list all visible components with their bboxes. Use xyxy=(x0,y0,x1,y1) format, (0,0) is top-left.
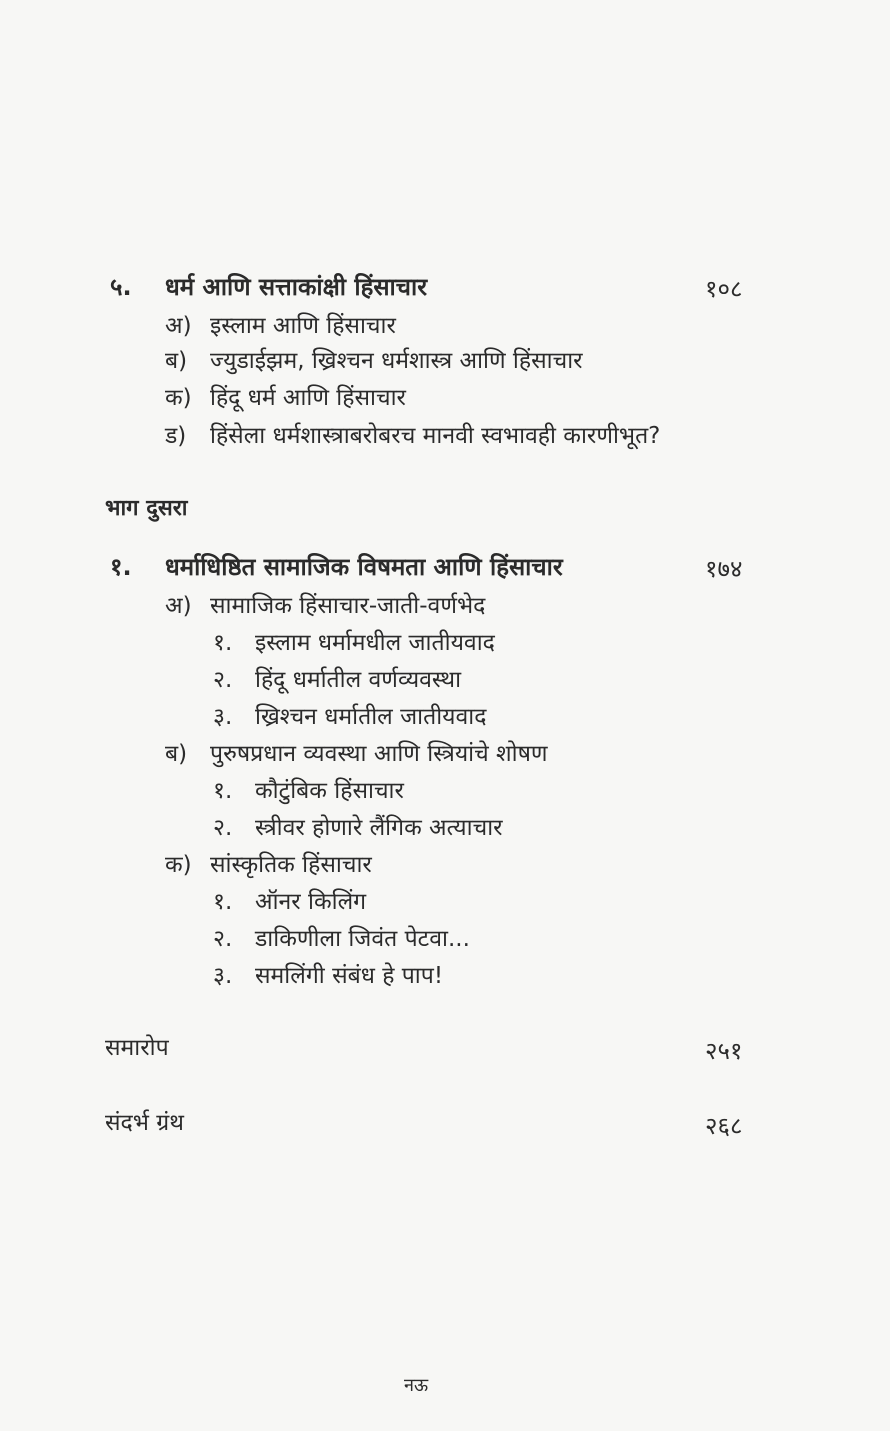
page-folio: नऊ xyxy=(404,1375,429,1396)
conclusion-page: २५१ xyxy=(705,1037,743,1065)
section-marker: अ) xyxy=(165,313,192,339)
item-marker: २. xyxy=(213,815,233,841)
references-title: संदर्भ ग्रंथ xyxy=(105,1110,184,1136)
section-marker: ब) xyxy=(165,741,188,767)
section-title: सांस्कृतिक हिंसाचार xyxy=(210,852,372,878)
item-marker: ३. xyxy=(213,704,233,730)
chapter-5-number: ५. xyxy=(110,273,132,301)
item-marker: १. xyxy=(213,630,233,656)
item-marker: २. xyxy=(213,926,233,952)
chapter-1-number: १. xyxy=(110,553,132,581)
item-title: इस्लाम धर्मामधील जातीयवाद xyxy=(255,630,495,656)
section-marker: क) xyxy=(165,385,192,411)
item-title: डाकिणीला जिवंत पेटवा... xyxy=(255,926,470,952)
section-marker: क) xyxy=(165,852,192,878)
conclusion-title: समारोप xyxy=(105,1035,169,1061)
section-marker: ब) xyxy=(165,348,188,374)
section-title: सामाजिक हिंसाचार-जाती-वर्णभेद xyxy=(210,593,486,619)
section-title: ज्युडाईझम, ख्रिश्चन धर्मशास्त्र आणि हिंसाचार xyxy=(210,348,583,374)
chapter-5-title: धर्म आणि सत्ताकांक्षी हिंसाचार xyxy=(165,273,428,301)
item-marker: ३. xyxy=(213,963,233,989)
section-marker: ड) xyxy=(165,423,187,449)
item-title: कौटुंबिक हिंसाचार xyxy=(255,778,404,804)
section-marker: अ) xyxy=(165,593,192,619)
item-title: स्त्रीवर होणारे लैंगिक अत्याचार xyxy=(255,815,503,841)
section-title: इस्लाम आणि हिंसाचार xyxy=(210,313,396,339)
item-marker: २. xyxy=(213,667,233,693)
item-marker: १. xyxy=(213,778,233,804)
section-title: हिंसेला धर्मशास्त्राबरोबरच मानवी स्वभावही कारणीभूत? xyxy=(210,423,661,449)
item-title: समलिंगी संबंध हे पाप! xyxy=(255,963,444,989)
section-title: हिंदू धर्म आणि हिंसाचार xyxy=(210,385,406,411)
part-heading: भाग दुसरा xyxy=(105,496,188,521)
chapter-5-page: १०८ xyxy=(705,275,743,303)
chapter-1-title: धर्माधिष्ठित सामाजिक विषमता आणि हिंसाचार xyxy=(165,553,563,581)
section-title: पुरुषप्रधान व्यवस्था आणि स्त्रियांचे शोषण xyxy=(210,741,548,767)
chapter-1-page: १७४ xyxy=(705,555,743,583)
references-page: २६८ xyxy=(705,1112,743,1140)
item-title: ख्रिश्चन धर्मातील जातीयवाद xyxy=(255,704,487,730)
item-marker: १. xyxy=(213,889,233,915)
item-title: हिंदू धर्मातील वर्णव्यवस्था xyxy=(255,667,462,693)
item-title: ऑनर किलिंग xyxy=(255,889,367,915)
